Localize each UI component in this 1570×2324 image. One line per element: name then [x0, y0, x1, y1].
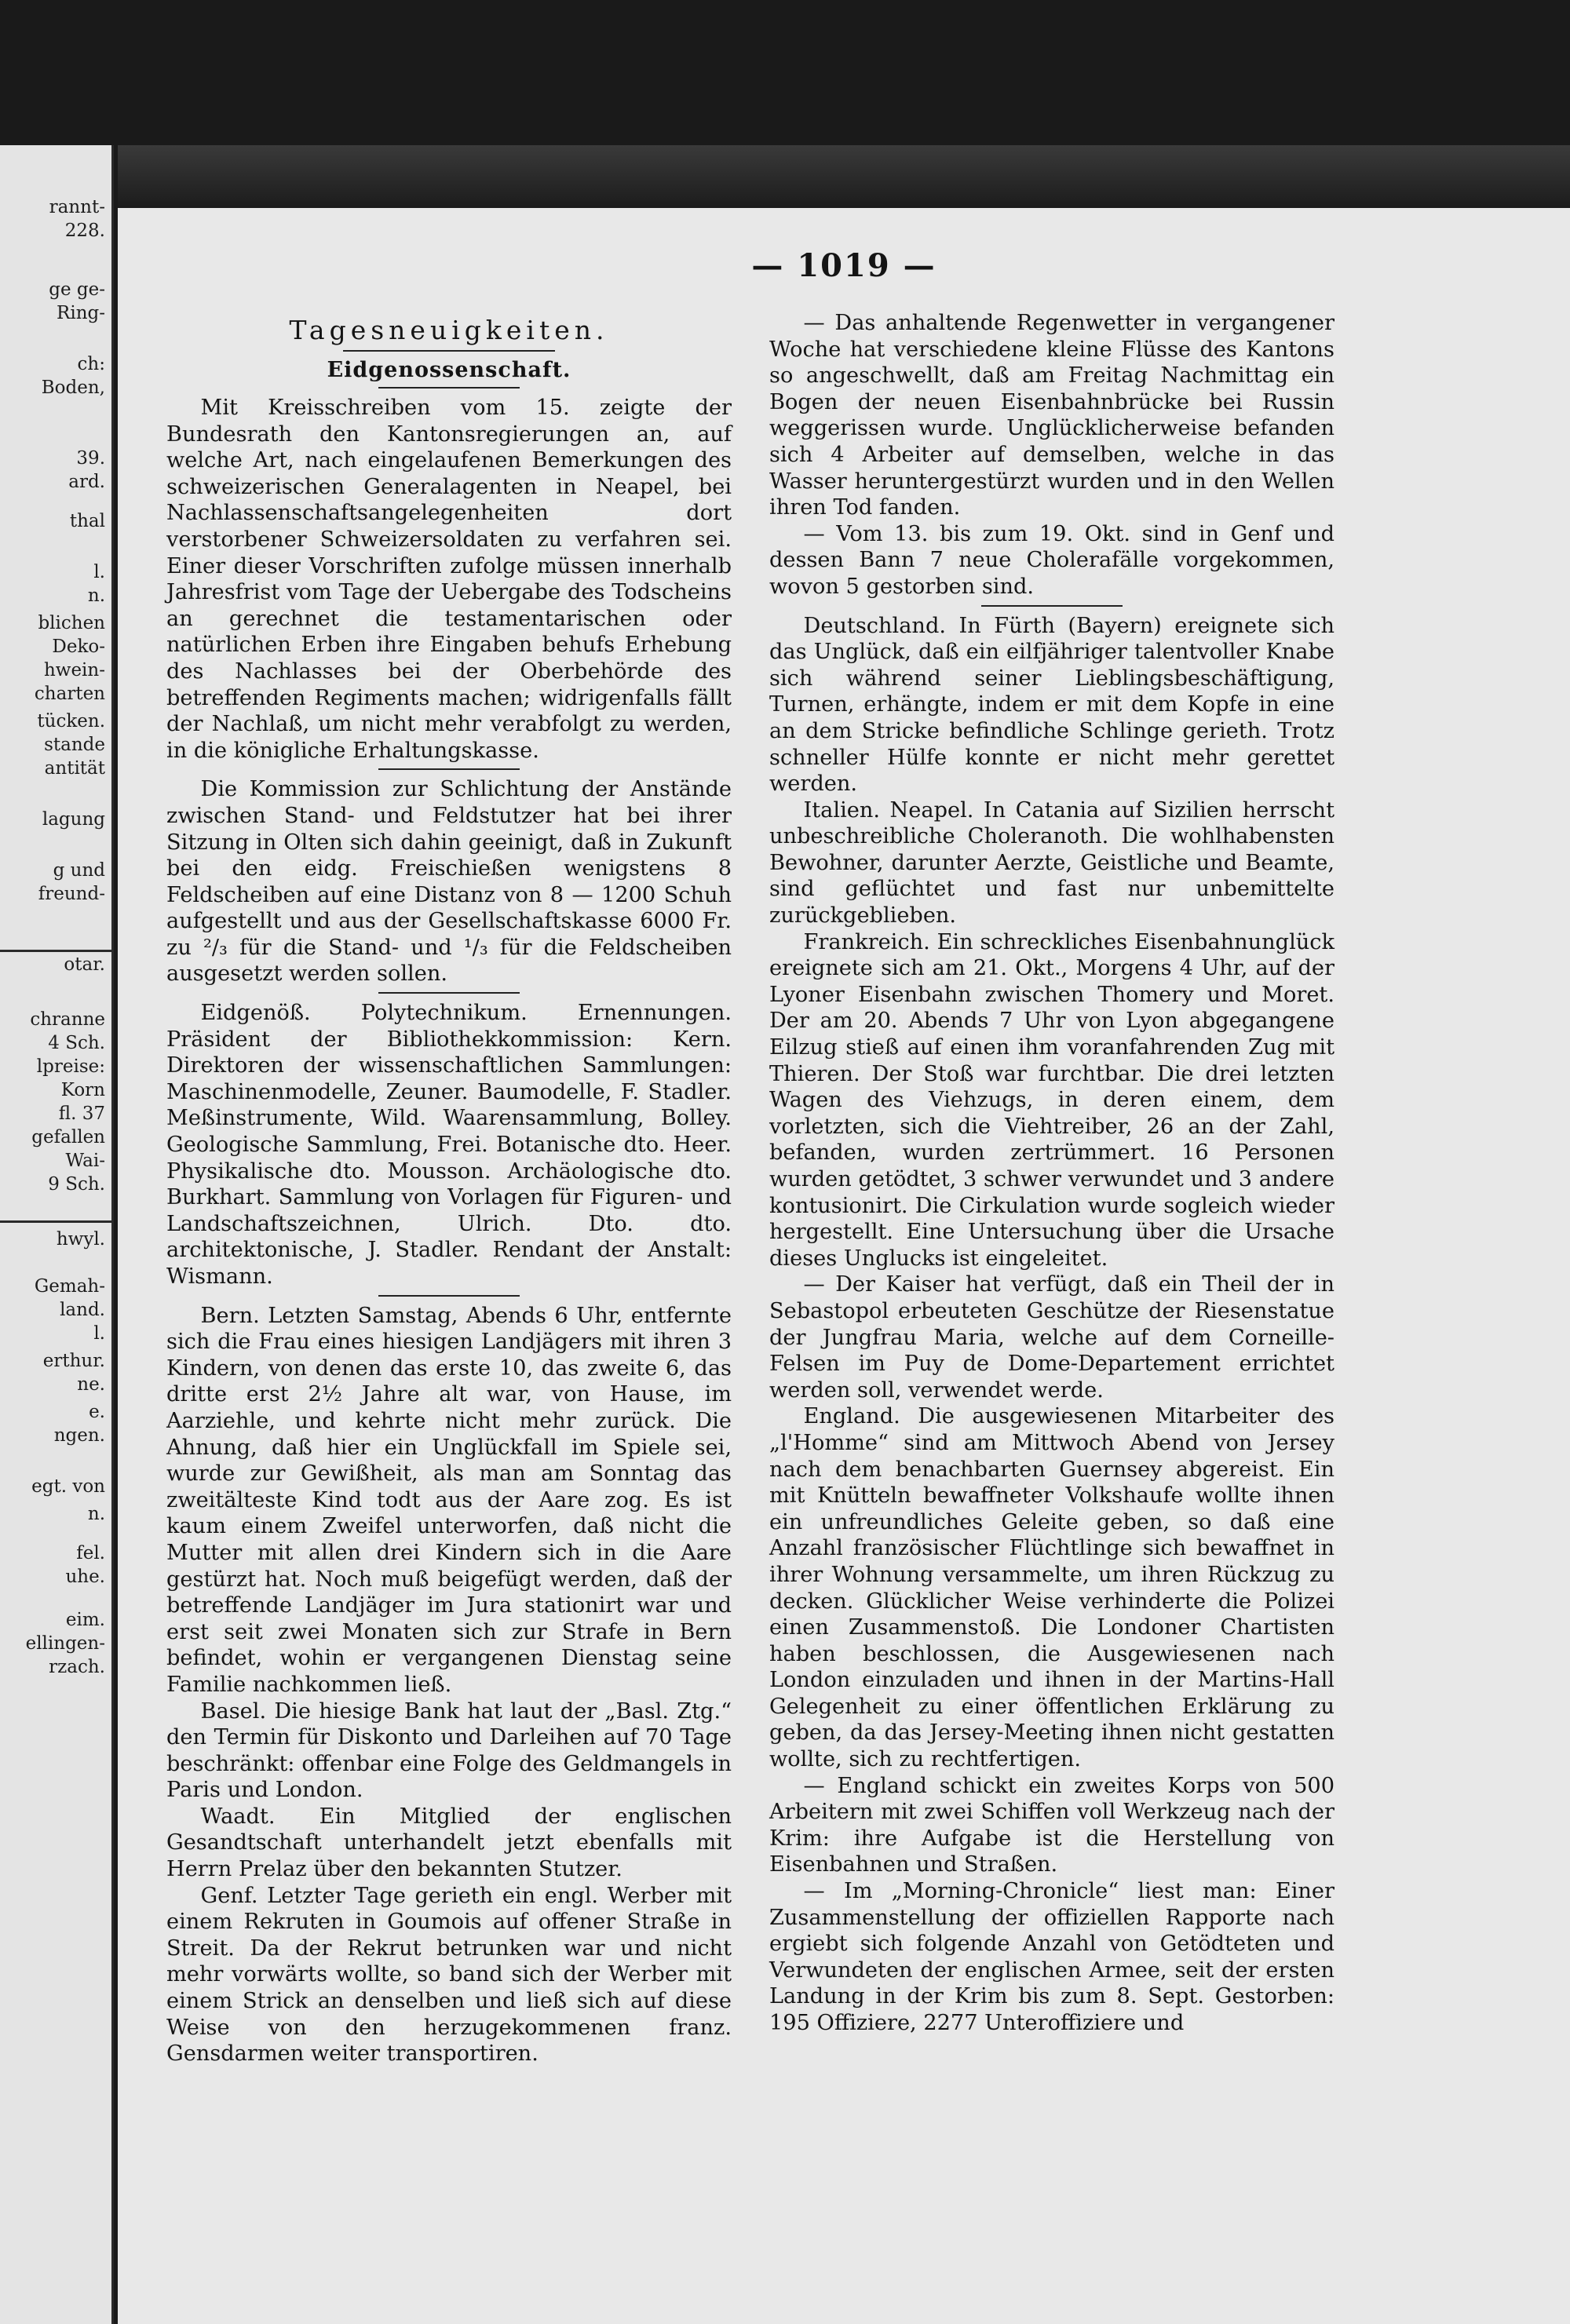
adjacent-page-text: hwein- — [43, 660, 105, 680]
article-kaiser: — Der Kaiser hat verfügt, daß ein Theil der in Sebastopol erbeuteten Geschütze der Riesenstatue der Jungfrau Maria, welche auf dem Corneille-Felsen im Puy de Dome-Departement errichtet werden soll, verwendet werde. — [769, 1272, 1334, 1403]
adjacent-page-text: thal — [69, 511, 105, 531]
adjacent-page-text: lpreise: — [36, 1056, 105, 1077]
adjacent-page-text: eim. — [65, 1610, 105, 1630]
adjacent-page-text: ge ge- — [49, 279, 105, 300]
article-england-korps: — England schickt ein zweites Korps von 500 Arbeitern mit zwei Schiffen voll Werkzeug nach der Krim: ihre Aufgabe ist die Herstellung von Eisenbahnen und Straßen. — [769, 1773, 1334, 1877]
section-heading: Tagesneuigkeiten. — [289, 315, 609, 345]
right-column — [769, 310, 1334, 2037]
adjacent-page-text: ard. — [68, 472, 105, 492]
article-england: England. Die ausgewiesenen Mitarbeiter des „l'Homme“ sind am Mittwoch Abend von Jersey nach dem benachbarten Guernsey abgereist. Ein mit Knütteln bewaffneter Volkshaufe wollte ihnen ein unfreundliches Geleite geben, so daß eine Anzahl französischer Flüchtlinge sich bewaffnet in ihrer Wohnung versammelte, um ihren Rückzug zu decken. Glücklicher Weise verhinderte die Polizei einen Zusammenstoß. Die Londoner Chartisten haben beschlossen, die Ausgewiesenen nach London einzuladen und ihnen in der Martins-Hall Gelegenheit zu einer öffentlichen Erklärung zu geben, da das Jersey-Meeting ihnen nicht gestatten wollte, sich zu rechtfertigen. — [769, 1404, 1334, 1772]
section-subheading: Eidgenossenschaft. — [327, 358, 571, 382]
adjacent-page-text: egt. von — [31, 1476, 105, 1497]
adjacent-page-text: l. — [93, 1323, 105, 1344]
left-column — [166, 310, 732, 2067]
article-deutschland: Deutschland. In Fürth (Bayern) ereignete sich das Unglück, daß ein eilfjähriger talentvoller Knabe sich während seiner Lieblingsbeschäftigung, Turnen, erhängte, indem er mit dem Kopfe in eine an dem Stricke befindliche Schlinge gerieth. Trotz schneller Hülfe konnte er nicht mehr gerettet werden. — [769, 613, 1334, 797]
adjacent-page-text: 9 Sch. — [48, 1174, 105, 1195]
article-frankreich: Frankreich. Ein schreckliches Eisenbahnunglück ereignete sich am 21. Okt., Morgens 4 Uhr, auf der Lyoner Eisenbahn zwischen Thomery und Moret. Der am 20. Abends 7 Uhr von Lyon abgegangene Eilzug stieß auf einen ihm voranfahrenden Zug mit Thieren. Der Stoß war furchtbar. Die drei letzten Wagen des Viehzugs, in deren einem, dem vorletzten, sich die Viehtreiber, 26 an der Zahl, befanden, wurden zertrümmert. 16 Personen wurden getödtet, 3 schwer verwundet und 3 andere kontusionirt. Die Cirkulation wurde sogleich wieder hergestellt. Eine Untersuchung über die Ursache dieses Unglucks ist eingeleitet. — [769, 929, 1334, 1271]
adjacent-page-text: l. — [93, 562, 105, 582]
adjacent-page-text: Boden, — [41, 378, 105, 398]
adjacent-page-text: Deko- — [52, 637, 105, 657]
adjacent-page-text: rannt- — [49, 197, 105, 217]
article-morning-chronicle: — Im „Morning-Chronicle“ liest man: Einer Zusammenstellung der offiziellen Rapporte nach ergiebt sich folgende Anzahl von Getödteten und Verwundeten der englischen Armee, seit der ersten Landung in der Krim bis zum 8. Sept. Gestorben: 195 Offiziere, 2277 Unteroffiziere und — [769, 1879, 1334, 2035]
adjacent-page-text: n. — [87, 1504, 105, 1524]
adjacent-page-text: ngen. — [53, 1425, 105, 1446]
adjacent-page-text: 228. — [64, 221, 105, 241]
adjacent-page-rule — [0, 1220, 111, 1223]
adjacent-page-fragment — [0, 145, 114, 2324]
article-rule — [981, 605, 1123, 607]
adjacent-page-text: Korn — [60, 1080, 105, 1100]
article-waadt: Waadt. Ein Mitglied der englischen Gesandtschaft unterhandelt jetzt ebenfalls mit Herrn Prelaz über den bekannten Stutzer. — [166, 1804, 732, 1882]
adjacent-page-text: fel. — [76, 1543, 105, 1563]
adjacent-page-text: e. — [89, 1402, 105, 1422]
adjacent-page-text: Ring- — [57, 303, 105, 323]
adjacent-page-text: erthur. — [42, 1351, 105, 1371]
adjacent-page-text: antität — [44, 758, 105, 779]
adjacent-page-text: uhe. — [65, 1567, 105, 1587]
adjacent-page-text: 4 Sch. — [48, 1033, 105, 1053]
adjacent-page-text: gefallen — [31, 1127, 105, 1147]
adjacent-page-text: tücken. — [37, 711, 105, 731]
adjacent-page-text: Gemah- — [34, 1276, 105, 1297]
article-cholera-genf: — Vom 13. bis zum 19. Okt. sind in Genf und dessen Bann 7 neue Cholerafälle vorgekommen, wovon 5 gestorben sind. — [769, 521, 1334, 599]
newspaper-page — [118, 208, 1570, 2324]
adjacent-page-text: Wai- — [65, 1151, 105, 1171]
adjacent-page-text: freund- — [38, 884, 105, 904]
subheading-rule — [378, 387, 520, 389]
article-rule — [378, 1295, 520, 1297]
adjacent-page-text: stande — [44, 735, 105, 755]
adjacent-page-text: ellingen- — [25, 1633, 105, 1654]
heading-rule — [343, 350, 555, 352]
page-top-shadow — [118, 145, 1570, 208]
article-kreisschreiben: Mit Kreisschreiben vom 15. zeigte der Bundesrath den Kantonsregierungen an, auf welche Art, nach eingelaufenen Bemerkungen des schweizerischen Generalagenten in Neapel, bei Nachlassenschaftsangelegenheiten dort verstorbener Schweizersoldaten zu verfahren sei. Einer dieser Vorschriften zufolge müssen innerhalb Jahresfrist vom Tage der Uebergabe des Todscheins an gerechnet die testamentarischen oder natürlichen Erben ihre Eingaben behufs Erhebung des Nachlasses bei der Oberbehörde des betreffenden Regiments machen; widrigenfalls fällt der Nachlaß, um nicht mehr verabfolgt zu werden, in die königliche Erhaltungskasse. — [166, 396, 732, 763]
adjacent-page-text: chranne — [30, 1009, 105, 1030]
article-rule — [378, 768, 520, 770]
adjacent-page-text: hwyl. — [56, 1229, 105, 1250]
adjacent-page-text: charten — [34, 684, 105, 704]
adjacent-page-text: ch: — [77, 354, 105, 374]
article-regenwetter: — Das anhaltende Regenwetter in vergangener Woche hat verschiedene kleine Flüsse des Kantons so angeschwellt, daß am Freitag Nachmittag ein Bogen der neuen Eisenbahnbrücke bei Russin weggerissen wurde. Unglücklicherweise befanden sich 4 Arbeiter auf demselben, welche in das Wasser heruntergestürzt wurden und in den Wellen ihren Tod fanden. — [769, 311, 1334, 520]
article-rule — [378, 992, 520, 994]
adjacent-page-text: rzach. — [49, 1657, 105, 1677]
adjacent-page-text: blichen — [38, 613, 105, 633]
page-number: — 1019 — — [751, 247, 937, 284]
adjacent-page-text: fl. 37 — [58, 1104, 105, 1124]
adjacent-page-rule — [0, 950, 111, 952]
adjacent-page-text: n. — [87, 586, 105, 606]
adjacent-page-text: otar. — [64, 954, 105, 975]
article-italien: Italien. Neapel. In Catania auf Sizilien herrscht unbeschreibliche Choleranoth. Die wohlhabensten Bewohner, darunter Aerzte, Geistliche und Beamte, sind geflüchtet und fast nur unbemittelte zurückgeblieben. — [769, 797, 1334, 929]
article-basel: Basel. Die hiesige Bank hat laut der „Basl. Ztg.“ den Termin für Diskonto und Darleihen auf 70 Tage beschränkt: offenbar eine Folge des Geldmangels in Paris und London. — [166, 1698, 732, 1803]
adjacent-page-text: g und — [53, 860, 105, 881]
article-schuetzen-kommission: Die Kommission zur Schlichtung der Anstände zwischen Stand- und Feldstutzer hat bei ihrer Sitzung in Olten sich dahin geeinigt, daß in Zukunft bei den eidg. Freischießen wenigstens 8 Feldscheiben auf eine Distanz von 8 — 1200 Schuh aufgestellt und aus der Gesellschaftskasse 6000 Fr. zu ²/₃ für die Stand- und ¹/₃ für die Feldscheiben ausgesetzt werden sollen. — [166, 777, 732, 987]
adjacent-page-text: ne. — [77, 1374, 105, 1395]
article-polytechnikum: Eidgenöß. Polytechnikum. Ernennungen. Präsident der Bibliothekkommission: Kern. Direktoren der wissenschaftlichen Sammlungen: Maschinenmodelle, Zeuner. Baumodelle, F. Stadler. Meßinstrumente, Wild. Waarensammlung, Bolley. Geologische Sammlung, Frei. Botanische dto. Heer. Physikalische dto. Mousson. Archäologische dto. Burkhart. Sammlung von Vorlagen für Figuren- und Landschaftszeichnen, Ulrich. Dto. dto. architektonische, J. Stadler. Rendant der Anstalt: Wismann. — [166, 1001, 732, 1289]
article-bern: Bern. Letzten Samstag, Abends 6 Uhr, entfernte sich die Frau eines hiesigen Landjägers mit ihren 3 Kindern, von denen das erste 10, das zweite 6, das dritte erst 2½ Jahre alt war, von Hause, im Aarziehle, und kehrte nicht mehr zurück. Die Ahnung, daß hier ein Unglückfall im Spiele sei, wurde zur Gewißheit, als man am Sonntag das zweitälteste Kind todt aus der Aare zog. Es ist kaum einem Zweifel unterworfen, daß nicht die Mutter mit allen drei Kindern sich in die Aare gestürzt hat. Noch muß beigefügt werden, daß der betreffende Landjäger im Jura stationirt war und erst seit zwei Monaten sich zur Strafe in Bern befindet, wohin er vergangenen Dienstag seine Familie nachkommen ließ. — [166, 1303, 732, 1697]
article-genf: Genf. Letzter Tage gerieth ein engl. Werber mit einem Rekruten in Goumois auf offener Straße in Streit. Da der Rekrut betrunken war und nicht mehr vorwärts wollte, so band sich der Werber mit einem Strick an denselben und ließ sich auf diese Weise von den herzugekommenen franz. Gensdarmen weiter transportiren. — [166, 1883, 732, 2067]
adjacent-page-text: 39. — [76, 448, 105, 469]
adjacent-page-text: lagung — [42, 809, 105, 830]
adjacent-page-text: land. — [60, 1300, 105, 1320]
